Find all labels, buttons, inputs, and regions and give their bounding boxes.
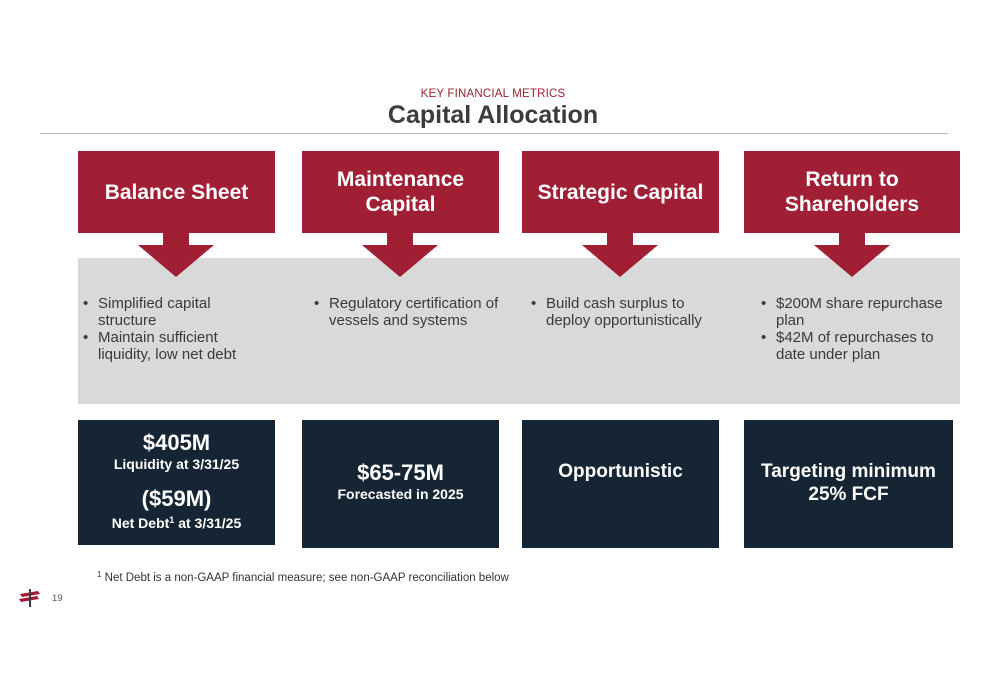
header-strategic-capital [522,151,719,233]
arrow-stem-strategic-capital [607,232,633,246]
bullets-return-to-shareholders [761,295,946,363]
net-debt-label-date: at 3/31/25 [174,515,242,531]
bullet-item: • Maintain sufficient liquidity, low net debt [83,329,263,363]
maintenance-capex-value: $65-75M [357,460,444,485]
bullet-item: • Build cash surplus to deploy opportunistically [531,295,731,329]
arrow-strategic-capital [582,245,658,277]
header-strategic-capital-label: Strategic Capital [537,180,704,204]
title-divider [40,133,948,134]
arrow-maintenance-capital [362,245,438,277]
strategic-capital-value: Opportunistic [558,461,683,482]
arrow-stem-balance-sheet [163,232,189,246]
section-kicker: KEY FINANCIAL METRICS [420,88,566,100]
footnote-marker: 1 [169,515,175,525]
header-return-to-shareholders-label: Return to Shareholders [784,168,920,216]
bullet-item: • $42M of repurchases to date under plan [761,329,946,363]
header-maintenance-capital [302,151,499,233]
bullet-item: • Regulatory certification of vessels and systems [314,295,499,329]
footnote [97,570,509,584]
net-debt-label-text: Net Debt [111,515,170,531]
arrow-return-to-shareholders [814,245,890,277]
arrow-stem-maintenance-capital [387,232,413,246]
net-debt-label [78,512,275,532]
company-logo-icon [18,588,42,608]
bullets-strategic-capital [531,295,731,329]
footnote-number: 1 [97,570,102,579]
shareholder-return-value: Targeting minimum 25% FCF [761,461,936,505]
footnote-text: Net Debt is a non-GAAP financial measure; see non-GAAP reconciliation below [101,572,509,584]
liquidity-label: Liquidity at 3/31/25 [113,456,240,472]
liquidity-value: $405M [142,430,211,455]
arrow-stem-return-to-shareholders [839,232,865,246]
metric-return-to-shareholders [744,420,953,548]
page-title: Capital Allocation [387,101,599,129]
bullet-item: • Simplified capital structure [83,295,263,329]
arrow-balance-sheet [138,245,214,277]
net-debt-value: ($59M) [141,486,212,511]
maintenance-capex-label: Forecasted in 2025 [337,486,464,502]
metric-strategic-capital [522,420,719,548]
header-balance-sheet [78,151,275,233]
metric-maintenance-capital [302,420,499,548]
header-balance-sheet-label: Balance Sheet [104,180,249,204]
metric-balance-sheet [78,420,275,545]
header-return-to-shareholders [744,151,960,233]
bullet-item: • $200M share repurchase plan [761,295,946,329]
bullets-maintenance-capital [314,295,499,329]
header-maintenance-capital-label: Maintenance Capital [336,168,465,216]
bullets-balance-sheet [83,295,263,363]
page-number: 19 [52,593,63,604]
